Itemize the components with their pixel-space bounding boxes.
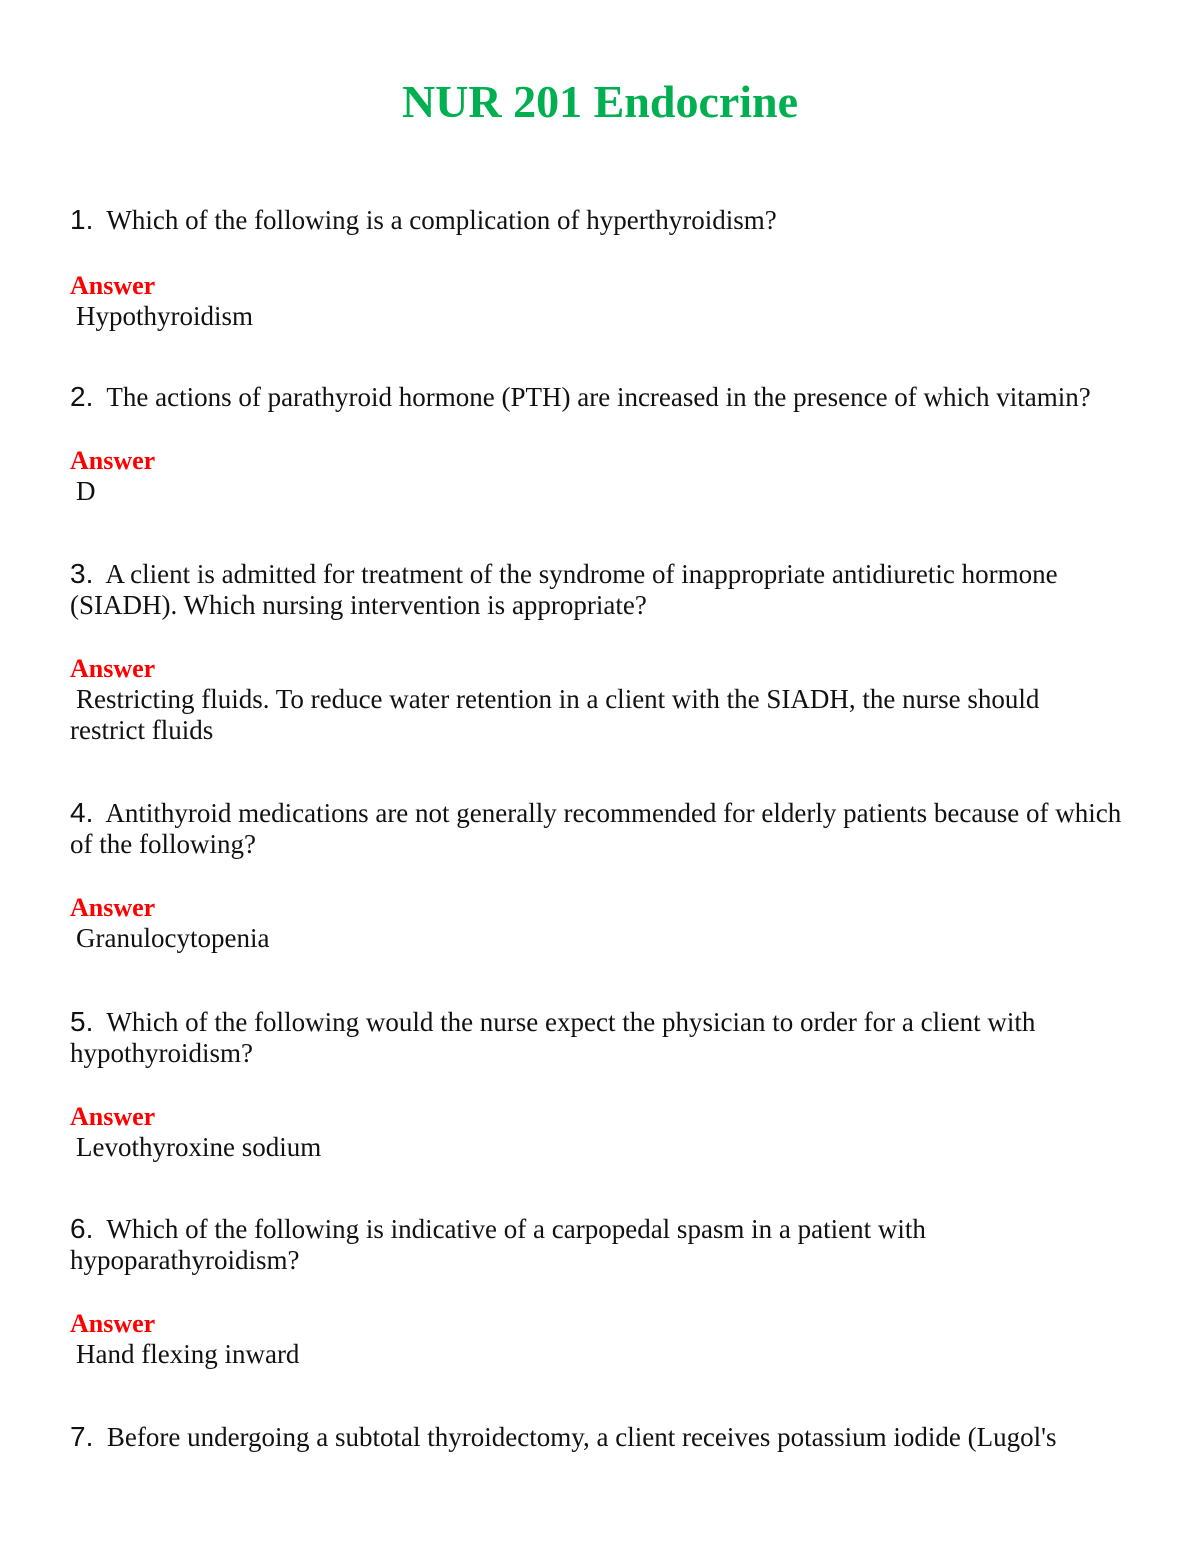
- qa-item-4: [70, 797, 1150, 954]
- question-number: 1.: [70, 204, 94, 235]
- qa-item-1: [70, 204, 1150, 332]
- answer-label: Answer: [70, 271, 156, 300]
- question-number: 3.: [70, 558, 94, 589]
- answer-text: D: [76, 476, 96, 506]
- answer-text: Levothyroxine sodium: [76, 1132, 322, 1162]
- question-text: A client is admitted for treatment of the syndrome of inappropriate antidiuretic hormone (SIADH). Which nursing intervention is appropriate?: [70, 559, 1058, 620]
- page-title: NUR 201 Endocrine: [401, 76, 799, 127]
- answer-label: Answer: [70, 1309, 156, 1338]
- question-number: 2.: [70, 381, 94, 412]
- answer-text: Restricting fluids. To reduce water retention in a client with the SIADH, the nurse should: [76, 684, 1040, 714]
- question-text: Which of the following would the nurse expect the physician to order for a client with hypothyroidism?: [70, 1007, 1036, 1068]
- question-3: [70, 558, 1090, 621]
- question-text: Antithyroid medications are not generally recommended for elderly patients because of which of the following?: [70, 798, 1122, 859]
- question-7: [70, 1421, 1150, 1453]
- qa-item-2: [70, 381, 1150, 507]
- question-4: [70, 797, 1150, 860]
- question-1: [70, 204, 1150, 236]
- question-number: 4.: [70, 797, 94, 828]
- answer-text: Hypothyroidism: [76, 301, 254, 331]
- question-text: Before undergoing a subtotal thyroidectomy, a client receives potassium iodide (Lugol's: [106, 1422, 1057, 1452]
- qa-item-5: [70, 1006, 1150, 1163]
- question-text: The actions of parathyroid hormone (PTH) are increased in the presence of which vitamin?: [106, 382, 1091, 412]
- answer-text-continued: restrict fluids: [70, 715, 214, 745]
- question-number: 6.: [70, 1213, 94, 1244]
- answer-label: Answer: [70, 893, 156, 922]
- question-text: Which of the following is indicative of a carpopedal spasm in a patient with hypoparathyroidism?: [70, 1214, 926, 1275]
- answer-text: Hand flexing inward: [76, 1339, 300, 1369]
- answer-label: Answer: [70, 1102, 156, 1131]
- qa-item-6: [70, 1213, 1150, 1370]
- question-5: [70, 1006, 1060, 1069]
- question-text: Which of the following is a complication of hyperthyroidism?: [106, 205, 777, 235]
- question-6: [70, 1213, 950, 1276]
- question-number: 5.: [70, 1006, 94, 1037]
- qa-item-3: [70, 558, 1150, 746]
- answer-label: Answer: [70, 654, 156, 683]
- answer-text: Granulocytopenia: [76, 923, 270, 953]
- qa-item-7: [70, 1421, 1150, 1453]
- answer-label: Answer: [70, 446, 156, 475]
- question-2: [70, 381, 1150, 413]
- question-number: 7.: [70, 1421, 94, 1452]
